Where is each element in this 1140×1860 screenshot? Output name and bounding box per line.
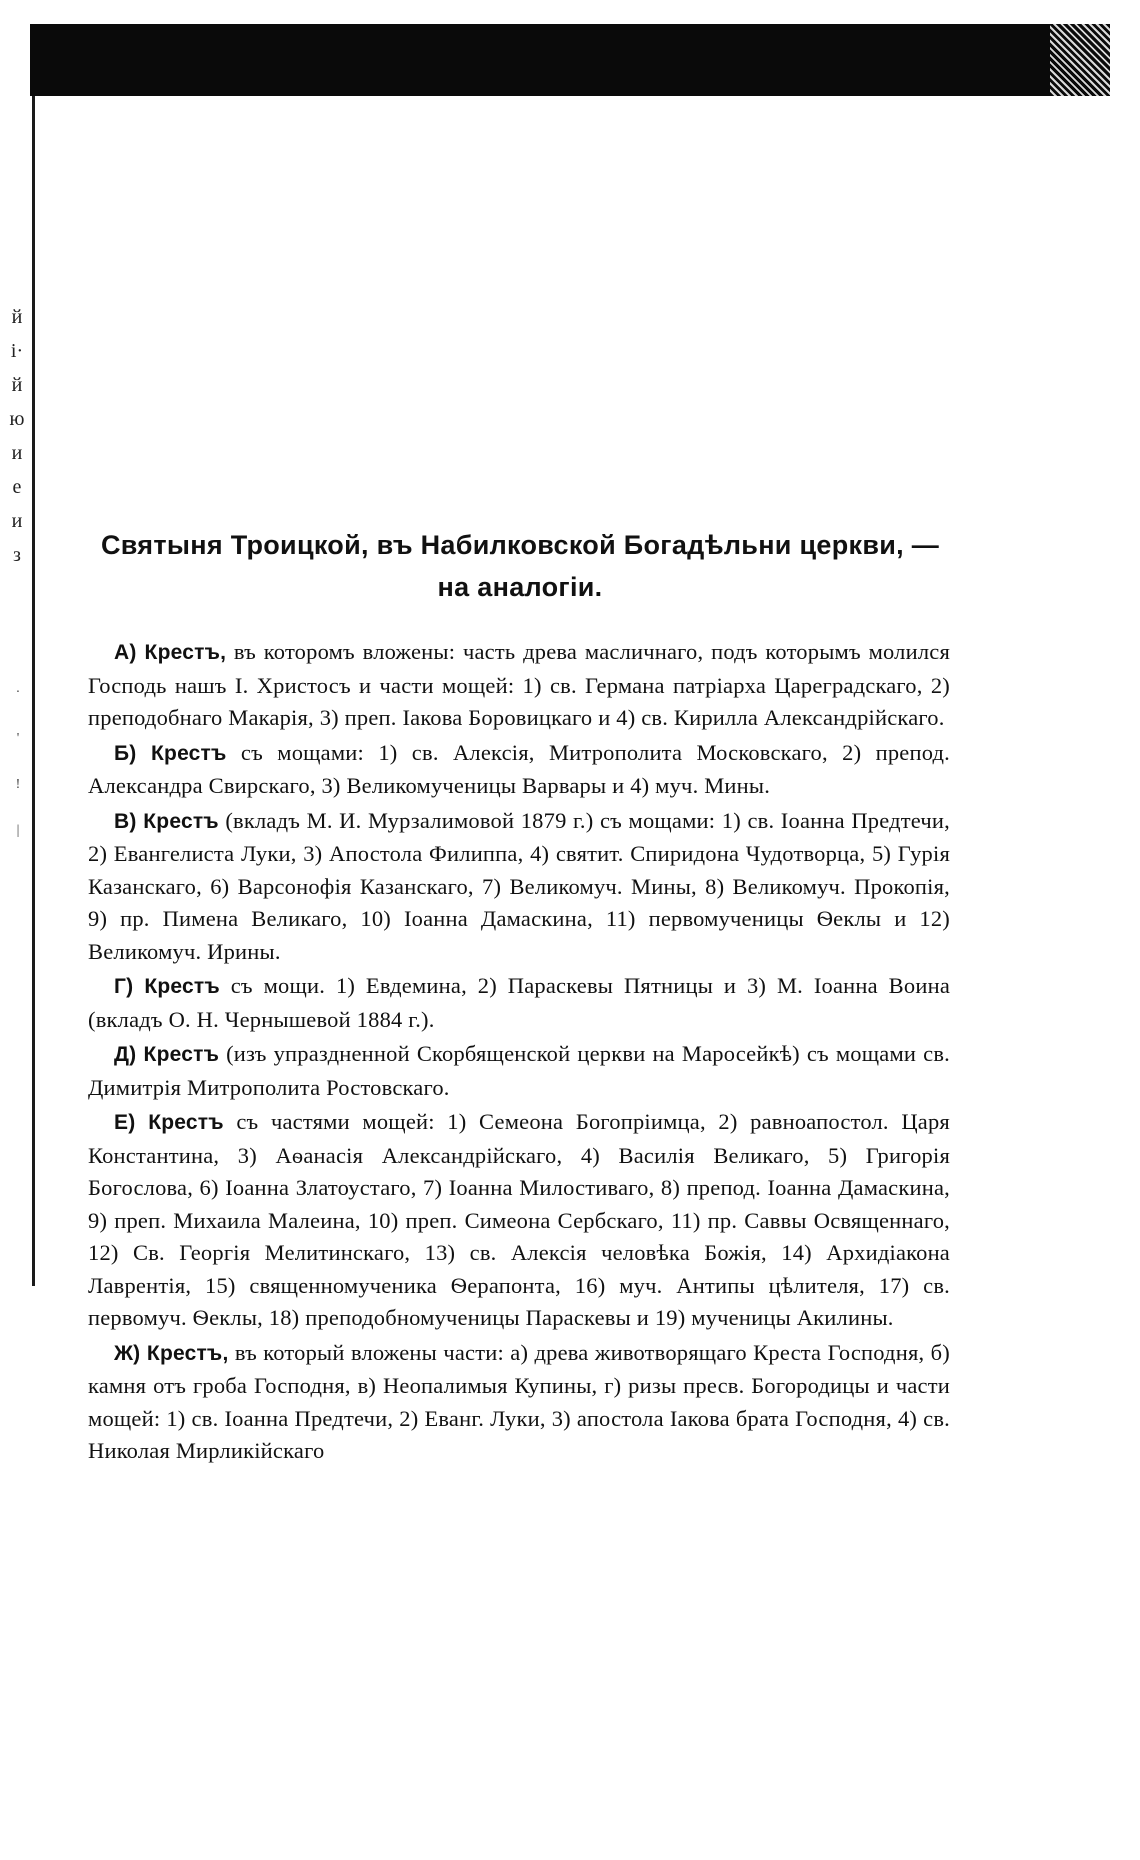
edge-letter: й <box>11 306 23 328</box>
entry-heading: А) Крестъ, <box>114 641 227 664</box>
entry-a <box>88 636 950 735</box>
entry-text: съ частями мощей: 1) Семеона Богопріимца, 2) равноапостол. Царя Константина, 3) Аѳанасія Александрійскаго, 4) Василія Великаго, 5) Григорія Богослова, 6) Іоанна Златоустаго, 7) Іоанна Милостиваго, 8) препод. Іоанна Дамаскина, 9) преп. Михаила Малеина, 10) преп. Симеона Сербскаго, 11) пр. Саввы Освященнаго, 12) Св. Георгія Мелитинскаго, 13) св. Алексія человѣка Божія, 14) Архидіакона Лаврентія, 15) священномученика Ѳерапонта, 16) муч. Антипы цѣлителя, 17) св. первомуч. Ѳеклы, 18) преподобномученицы Параскевы и 19) мученицы Акилины. <box>88 1109 950 1330</box>
entry-heading: Б) Крестъ <box>114 741 227 765</box>
page-title: Святыня Троицкой, въ Набилковской Богадѣльни церкви, — на аналогіи. <box>100 530 940 602</box>
entry-heading: Е) Крестъ <box>114 1111 224 1134</box>
margin-rule <box>32 96 35 1286</box>
edge-letter: и <box>11 510 23 532</box>
edge-letter: і· <box>10 340 24 362</box>
edge-letter: е <box>12 476 22 498</box>
edge-letters <box>6 300 28 572</box>
entry-e <box>88 1106 950 1335</box>
entry-d <box>88 1038 950 1104</box>
edge-mark: ' <box>16 731 20 746</box>
edge-letter: й <box>11 374 23 396</box>
edge-letter: и <box>11 442 23 464</box>
entry-zh <box>88 1337 950 1468</box>
entry-text: (изъ упраздненной Скорбященской церкви на Маросейкѣ) съ мощами св. Димитрія Митрополита Ростовскаго. <box>88 1041 950 1100</box>
entry-g <box>88 970 950 1036</box>
entry-text: съ мощи. 1) Евдемина, 2) Параскевы Пятницы и 3) М. Іоанна Воина (вкладъ О. Н. Чернышевой 1884 г.). <box>88 973 951 1032</box>
entry-heading: Г) Крестъ <box>114 975 220 998</box>
edge-mark: ! <box>15 777 21 792</box>
entry-text: въ который вложены части: а) древа животворящаго Креста Господня, б) камня отъ гроба Господня, в) Неопалимыя Купины, г) ризы пресв. Богородицы и части мощей: 1) св. Іоанна Предтечи, 2) Еванг. Луки, 3) апостола Іакова брата Господня, 4) св. Николая Мирликійскаго <box>88 1339 950 1463</box>
entry-heading: Д) Крестъ <box>114 1043 220 1066</box>
edge-mark: · <box>15 685 21 700</box>
entry-b <box>88 737 950 803</box>
edge-marks <box>10 670 26 854</box>
entry-heading: В) Крестъ <box>114 809 219 833</box>
edge-letter: ю <box>9 408 25 430</box>
scan-noise <box>1050 24 1110 96</box>
edge-mark: | <box>16 823 20 838</box>
entry-heading: Ж) Крестъ, <box>114 1341 229 1365</box>
entry-text: съ мощами: 1) св. Алексія, Митрополита Московскаго, 2) препод. Александра Свирскаго, 3) Великомученицы Варвары и 4) муч. Мины. <box>88 739 950 798</box>
scan-border-bar <box>30 24 1110 96</box>
document-body <box>88 636 950 1470</box>
entry-text: въ которомъ вложены: часть древа масличнаго, подъ которымъ молился Господь нашъ І. Христосъ и части мощей: 1) св. Германа патріарха Цареградскаго, 2) преподобнаго Макарія, 3) преп. Іакова Боровицкаго и 4) св. Кирилла Александрійскаго. <box>88 639 951 730</box>
entry-v <box>88 805 950 969</box>
entry-text: (вкладъ М. И. Мурзалимовой 1879 г.) съ мощами: 1) св. Іоанна Предтечи, 2) Евангелиста Луки, 3) Апостола Филиппа, 4) святит. Спиридона Чудотворца, 5) Гурія Казанскаго, 6) Варсонофія Казанскаго, 7) Великомуч. Мины, 8) Великомуч. Прокопія, 9) пр. Пимена Великаго, 10) Іоанна Дамаскина, 11) первомученицы Ѳеклы и 12) Великомуч. Ирины. <box>88 807 951 964</box>
edge-letter: з <box>13 544 21 566</box>
